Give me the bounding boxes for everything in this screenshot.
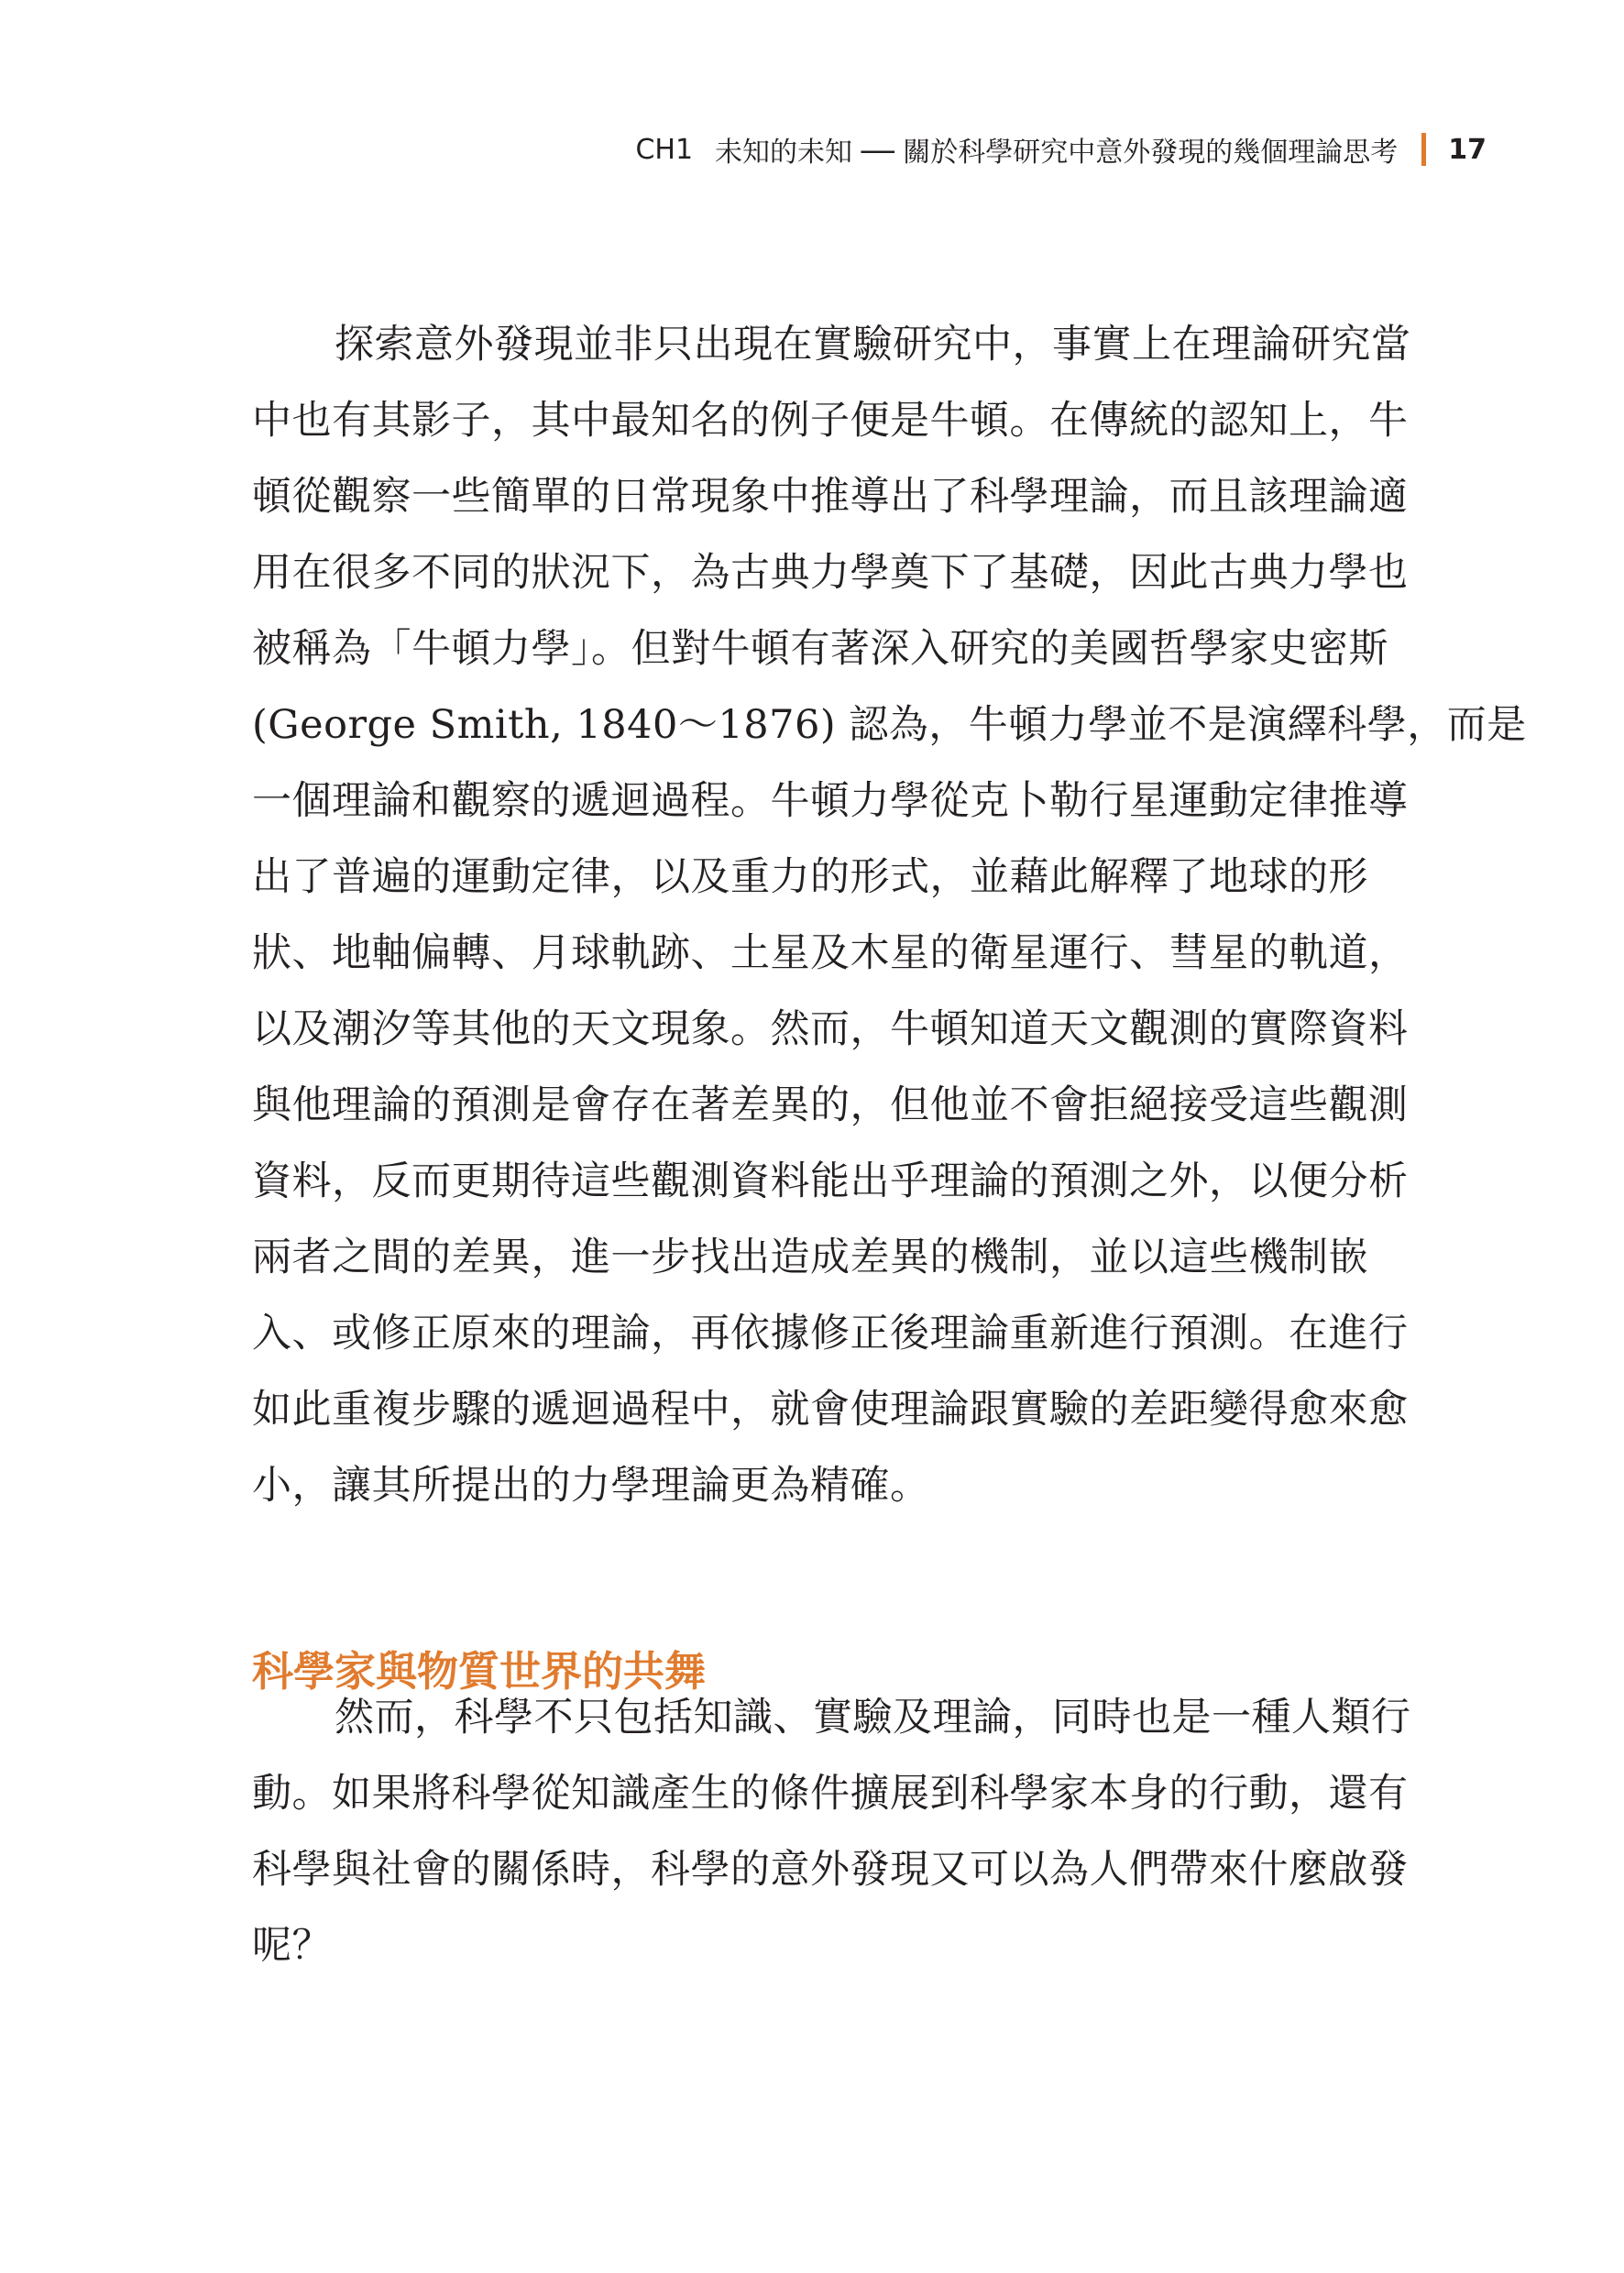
- text-line: 呢？: [252, 1923, 332, 1969]
- text-line: 出了普遍的運動定律，以及重力的形式，並藉此解釋了地球的形: [252, 854, 1368, 900]
- text-line: 頓從觀察一些簡單的日常現象中推導出了科學理論，而且該理論適: [252, 474, 1409, 520]
- running-header: [635, 123, 1487, 176]
- text-line: 如此重複步驟的遞迴過程中，就會使理論跟實驗的差距變得愈來愈: [252, 1387, 1409, 1433]
- text-line: (George Smith, 1840～1876) 認為，牛頓力學並不是演繹科學，而是: [252, 702, 1527, 748]
- text-line: 然而，科學不只包括知識、實驗及理論，同時也是一種人類行: [335, 1695, 1411, 1740]
- section-heading: 科學家與物質世界的共舞: [252, 1647, 707, 1697]
- chapter-code: CH1: [635, 133, 694, 166]
- text-line: 科學與社會的關係時，科學的意外發現又可以為人們帶來什麼啟發: [252, 1847, 1409, 1893]
- text-line: 動。如果將科學從知識產生的條件擴展到科學家本身的行動，還有: [252, 1771, 1409, 1817]
- text-line: 被稱為「牛頓力學」。但對牛頓有著深入研究的美國哲學家史密斯: [252, 626, 1388, 672]
- text-line: 用在很多不同的狀況下，為古典力學奠下了基礎，因此古典力學也: [252, 550, 1409, 596]
- text-line: 探索意外發現並非只出現在實驗研究中，事實上在理論研究當: [335, 322, 1411, 368]
- text-line: 資料，反而更期待這些觀測資料能出乎理論的預測之外，以便分析: [252, 1158, 1409, 1204]
- header-divider: [1421, 133, 1426, 166]
- text-line: 中也有其影子，其中最知名的例子便是牛頓。在傳統的認知上，牛: [252, 398, 1409, 444]
- chapter-title: 未知的未知 ── 關於科學研究中意外發現的幾個理論思考: [715, 137, 1399, 169]
- text-line: 狀、地軸偏轉、月球軌跡、土星及木星的衛星運行、彗星的軌道，: [252, 930, 1409, 976]
- text-line: 一個理論和觀察的遞迴過程。牛頓力學從克卜勒行星運動定律推導: [252, 778, 1409, 824]
- paragraph-science-action: [252, 1680, 1443, 1984]
- page-number: 17: [1448, 133, 1487, 166]
- text-line: 兩者之間的差異，進一步找出造成差異的機制，並以這些機制嵌: [252, 1235, 1368, 1280]
- paragraph-newton: [252, 307, 1527, 1524]
- text-line: 與他理論的預測是會存在著差異的，但他並不會拒絕接受這些觀測: [252, 1082, 1409, 1128]
- text-line: 以及潮汐等其他的天文現象。然而，牛頓知道天文觀測的實際資料: [252, 1006, 1409, 1052]
- text-line: 小，讓其所提出的力學理論更為精確。: [252, 1463, 930, 1509]
- text-line: 入、或修正原來的理論，再依據修正後理論重新進行預測。在進行: [252, 1311, 1409, 1356]
